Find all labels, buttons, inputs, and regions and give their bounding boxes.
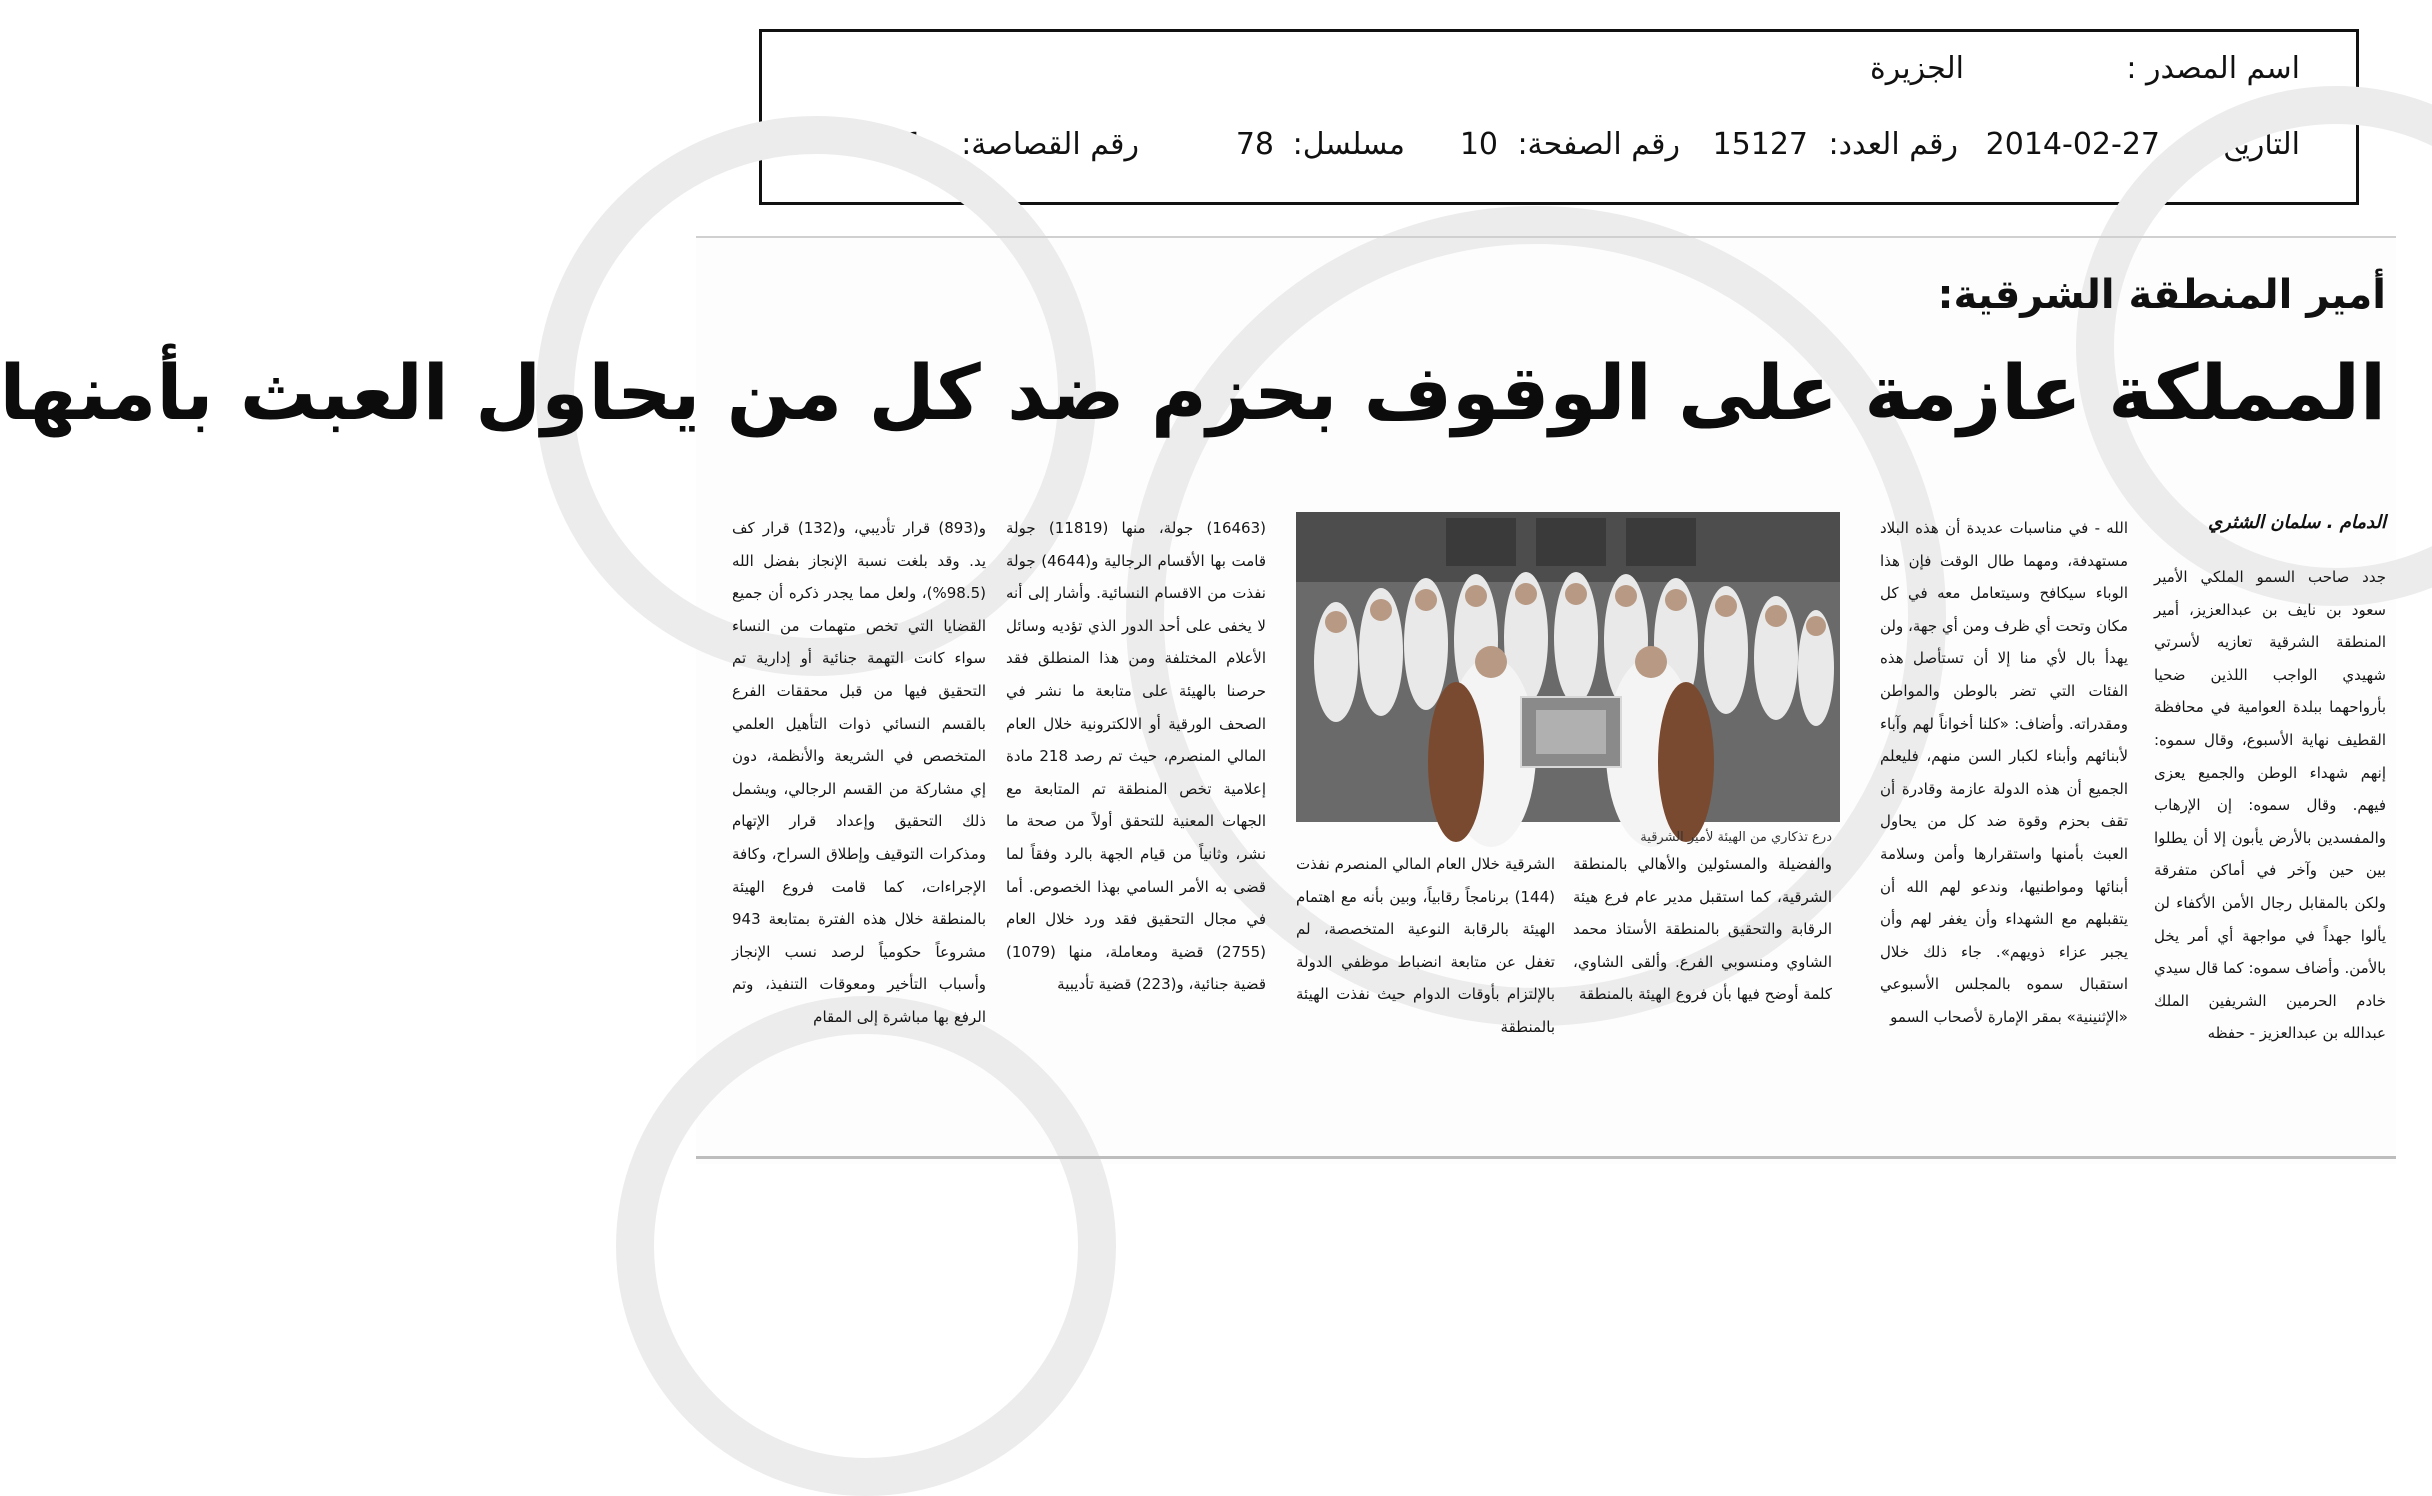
issue-value: 15127 [1712,127,1808,162]
article-kicker: أمير المنطقة الشرقية: [1937,272,2386,318]
article-column-4: الشرقية خلال العام المالي المنصرم نفذت (144) برنامجاً رقابياً، وبين بأنه مع اهتمام الهيئة بالرقابة النوعية المتخصصة، لم تغفل عن متابعة انضباط موظفي الدولة بالإلتزام بأوقات الدوام حيث نفذت الهيئة بالمنطقة [1296,855,1555,1036]
issue-label: رقم العدد: [1828,127,1958,162]
article-column-1: جدد صاحب السمو الملكي الأمير سعود بن نايف بن عبدالعزيز، أمير المنطقة الشرقية تعازيه لأسرتي شهيدي الواجب اللذين ضحيا بأرواحهما ببلدة العوامية في محافظة القطيف نهاية الأسبوع، وقال سموه: إنهم شهداء الوطن والجميع يعزى فيهم. وقال سموه: إن الإرهاب والمفسدين بالأرض يأبون إلا أن يطلوا بين حين وآخر في أماكن متفرقة ولكن بالمقابل رجال الأمن الأكفاء لن يألوا جهداً في مواجهة أي أمر يخل بالأمن. وأضاف سموه: كما قال سيدي خادم الحرمين الشريفين الملك عبدالله بن عبدالعزيز - حفظه [2154,568,2386,1043]
article-byline: الدمام . سلمان الشثري [2208,512,2386,533]
source-info-box [759,29,2359,205]
serial-value: 78 [1235,127,1274,162]
serial-label: مسلسل: [1292,127,1405,162]
group-photo-illustration [1296,512,1840,822]
article-headline: المملكة عازمة على الوقوف بحزم ضد كل من يحاول العبث بأمنها [0,348,2386,437]
article-photo [1296,512,1840,822]
source-value: الجزيرة [1869,51,1964,86]
clipping-top-rule [696,236,2396,238]
article-column-2: الله - في مناسبات عديدة أن هذه البلاد مستهدفة، ومهما طال الوقت فإن هذا الوباء سيكافح وسيتعامل معه في كل مكان وتحت أي ظرف ومن أي جهة، ولن يهدأ بال لأي منا إلا أن تستأصل هذه الفئات التي تضر بالوطن والمواطن ومقدراته. وأضاف: «كلنا أخواناً لهم وآباء لأبنائهم وأبناء لكبار السن منهم، فليعلم الجميع أن هذه الدولة عازمة وقادرة أن تقف بحزم وقوة ضد كل من يحاول العبث بأمنها واستقرارها وأمن وسلامة أبنائها ومواطنيها، وندعو لهم الله أن يتقبلهم مع الشهداء وأن يغفر لهم وأن يجبر عزاء ذويهم». جاء ذلك خلال استقبال سموه بالمجلس الأسبوعي «الإثنينية» بمقر الإمارة لأصحاب السمو [1880,519,2128,1026]
article-column-5: (16463) جولة، منها (11819) جولة قامت بها الأقسام الرجالية و(4644) جولة نفذت من الاقسام النسائية. وأشار إلى أنه لا يخفى على أحد الدور الذي تؤديه وسائل الأعلام المختلفة ومن هذا المنطلق فقد حرصنا بالهيئة على متابعة ما نشر في الصحف الورقية أو الالكترونية خلال العام المالي المنصرم، حيث تم رصد 218 مادة إعلامية تخص المنطقة تم المتابعة مع الجهات المعنية للتحقق أولاً من صحة ما نشر، وثانياً من قيام الجهة بالرد وفقاً لما قضى به الأمر السامي بهذا الخصوص. أما في مجال التحقيق فقد ورد خلال العام (2755) قضية ومعاملة، منها (1079) قضية جنائية، و(223) قضية تأديبية [1006,519,1266,994]
article-column-3: والفضيلة والمسئولين والأهالي بالمنطقة الشرقية، كما استقبل مدير عام فرع هيئة الرقابة والتحقيق بالمنطقة الأستاذ محمد الشاوي ومنسوبي الفرع. وألقى الشاوي، كلمة أوضح فيها بأن فروع الهيئة بالمنطقة [1573,855,1832,1004]
article-column-6: و(893) قرار تأديبي، و(132) قرار كف يد. وقد بلغت نسبة الإنجاز بفضل الله (98.5%)، ولعل مما يجدر ذكره أن جميع القضايا التي تخص متهمات من النساء سواء كانت التهمة جنائية أو إدارية تم التحقيق فيها من قبل محققات الفرع بالقسم النسائي ذوات التأهيل العلمي المتخصص في الشريعة والأنظمة، دون إي مشاركة من القسم الرجالي، ويشمل ذلك التحقيق وإعداد قرار الإتهام ومذكرات التوقيف وإطلاق السراح، وكافة الإجراءات، كما قامت فروع الهيئة بالمنطقة خلال هذه الفترة بمتابعة 943 مشروعاً حكومياً لرصد نسب الإنجاز وأسباب التأخير ومعوقات التنفيذ، وتم الرفع بها مباشرة إلى المقام [732,519,986,1026]
page-label: رقم الصفحة: [1517,127,1680,162]
page-value: 10 [1459,127,1498,162]
clip-number-label: رقم القصاصة: [961,127,1139,162]
date-label: التاريخ: [2212,127,2300,162]
clip-number-value: 1 [904,127,924,162]
photo-caption: درع تذكاري من الهيئة لأمير الشرقية [1640,830,1832,845]
newspaper-clipping [0,236,2396,1164]
date-value: 2014-02-27 [1985,127,2160,162]
clipping-bottom-rule [696,1156,2396,1159]
source-label: اسم المصدر : [2126,51,2300,86]
